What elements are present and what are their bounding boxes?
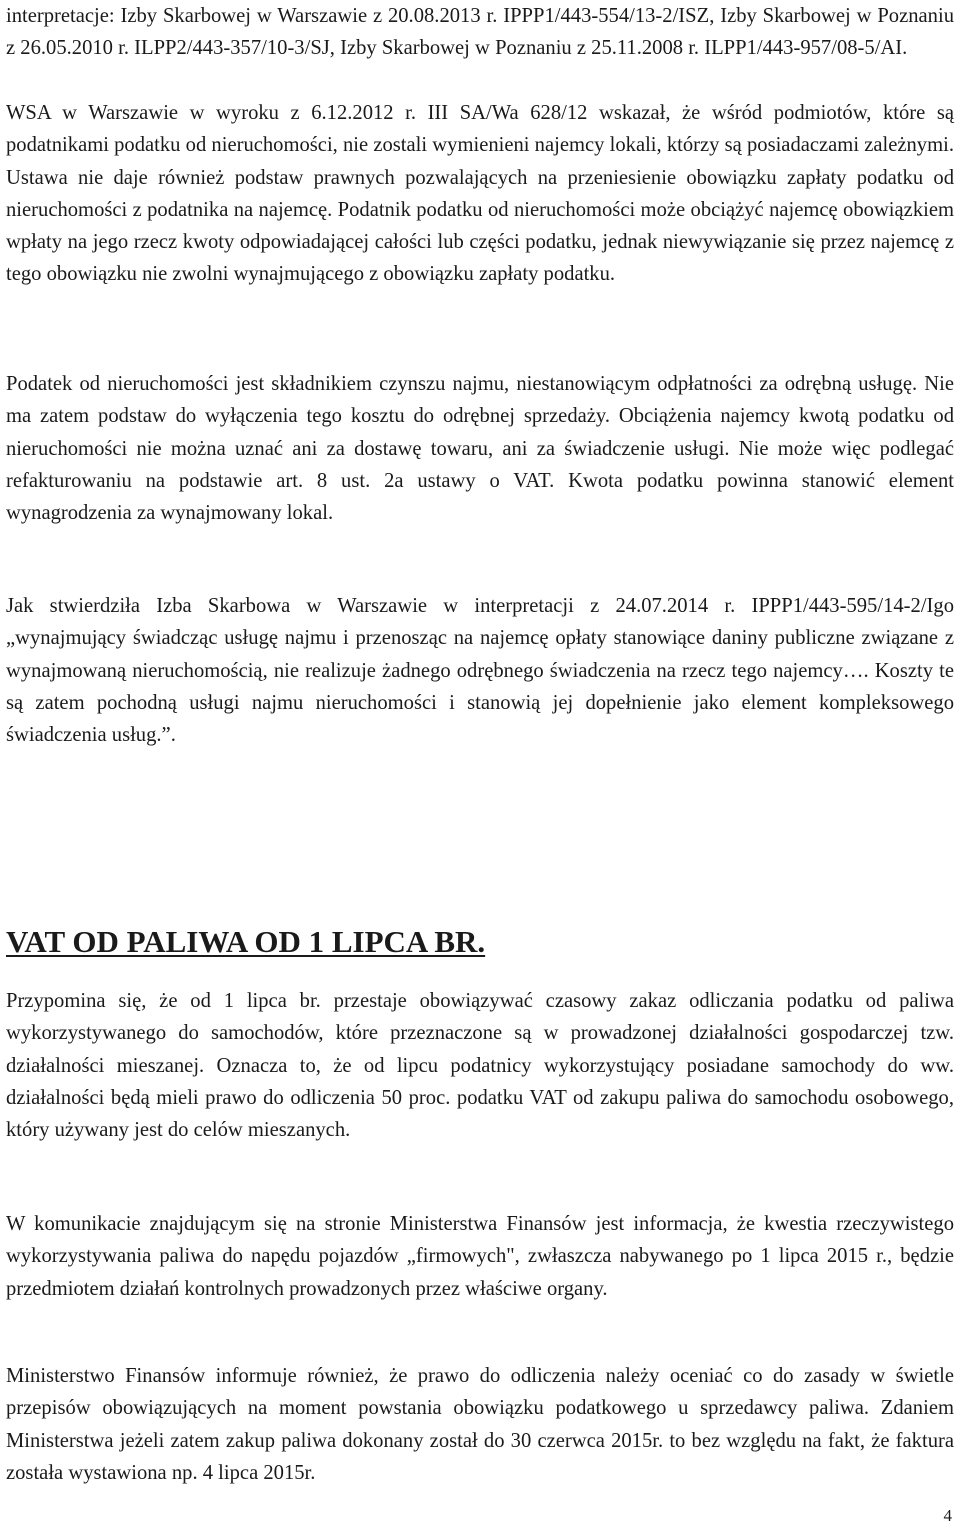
paragraph-wsa-ruling: WSA w Warszawie w wyroku z 6.12.2012 r. III SA/Wa 628/12 wskazał, że wśród podmiotów, które są podatnikami podatku od nieruchomości, nie zostali wymienieni najemcy lokali, którzy są posiadaczami zależnymi. Ustawa nie daje również podstaw prawnych pozwalających na przeniesienie obowiązku zapłaty podatku od nieruchomości z podatnika na najemcę. Podatnik podatku od nieruchomości może obciążyć najemcę obowiązkiem wpłaty na jego rzecz kwoty odpowiadającej całości lub części podatku, jednak niewywiązanie się przez najemcę z tego obowiązku nie zwolni wynajmującego z obowiązku zapłaty podatku.	[6, 102, 954, 286]
page-number: 4	[943, 1506, 952, 1525]
paragraph-property-tax-rent: Podatek od nieruchomości jest składnikiem czynszu najmu, niestanowiącym odpłatności za odrębną usługę. Nie ma zatem podstaw do wyłączenia tego kosztu do odrębnej sprzedaży. Obciążenia najemcy kwotą podatku od nieruchomości nie można uznać ani za dostawę towaru, ani za świadczenie usługi. Nie może więc podlegać refakturowaniu na podstawie art. 8 ust. 2a ustawy o VAT. Kwota podatku powinna stanowić element wynagrodzenia za wynajmowany lokal.	[6, 373, 954, 525]
paragraph-fuel-deduction: Przypomina się, że od 1 lipca br. przestaje obowiązywać czasowy zakaz odliczania podatku od paliwa wykorzystywanego do samochodów, które przeznaczone są w prowadzonej działalności gospodarczej tzw. działalności mieszanej. Oznacza to, że od lipcu podatnicy wykorzystujący posiadane samochody do ww. działalności będą mieli prawo do odliczenia 50 proc. podatku VAT od zakupu paliwa do samochodu osobowego, który używany jest do celów mieszanych.	[6, 990, 954, 1142]
paragraph-ministry-communication: W komunikacie znajdującym się na stronie Ministerstwa Finansów jest informacja, że kwestia rzeczywistego wykorzystywania paliwa do napędu pojazdów „firmowych", zwłaszcza nabywanego po 1 lipca 2015 r., będzie przedmiotem działań kontrolnych prowadzonych przez właściwe organy.	[6, 1213, 954, 1300]
section-heading-vat-fuel: VAT OD PALIWA OD 1 LIPCA BR.	[6, 924, 486, 959]
paragraph-tax-chamber-interpretation: Jak stwierdziła Izba Skarbowa w Warszawie w interpretacji z 24.07.2014 r. IPPP1/443-595/14-2/Igo „wynajmujący świadcząc usługę najmu i przenosząc na najemcę opłaty stanowiące daniny publiczne związane z wynajmowaną nieruchomością, nie realizuje żadnego odrębnego świadczenia na rzecz tego najemcy…. Koszty te są zatem pochodną usługi najmu nieruchomości i stanowią jej dopełnienie jako element kompleksowego świadczenia usług.”.	[6, 595, 954, 747]
paragraph-interpretations-list: interpretacje: Izby Skarbowej w Warszawie z 20.08.2013 r. IPPP1/443-554/13-2/ISZ, Izby Skarbowej w Poznaniu z 26.05.2010 r. ILPP2/443-357/10-3/SJ, Izby Skarbowej w Poznaniu z 25.11.2008 r. ILPP1/443-957/08-5/AI.	[6, 5, 954, 60]
paragraph-ministry-deduction-rule: Ministerstwo Finansów informuje również, że prawo do odliczenia należy oceniać co do zasady w świetle przepisów obowiązujących na moment powstania obowiązku podatkowego u sprzedawcy paliwa. Zdaniem Ministerstwa jeżeli zatem zakup paliwa dokonany został do 30 czerwca 2015r. to bez względu na fakt, że faktura została wystawiona np. 4 lipca 2015r.	[6, 1365, 954, 1484]
